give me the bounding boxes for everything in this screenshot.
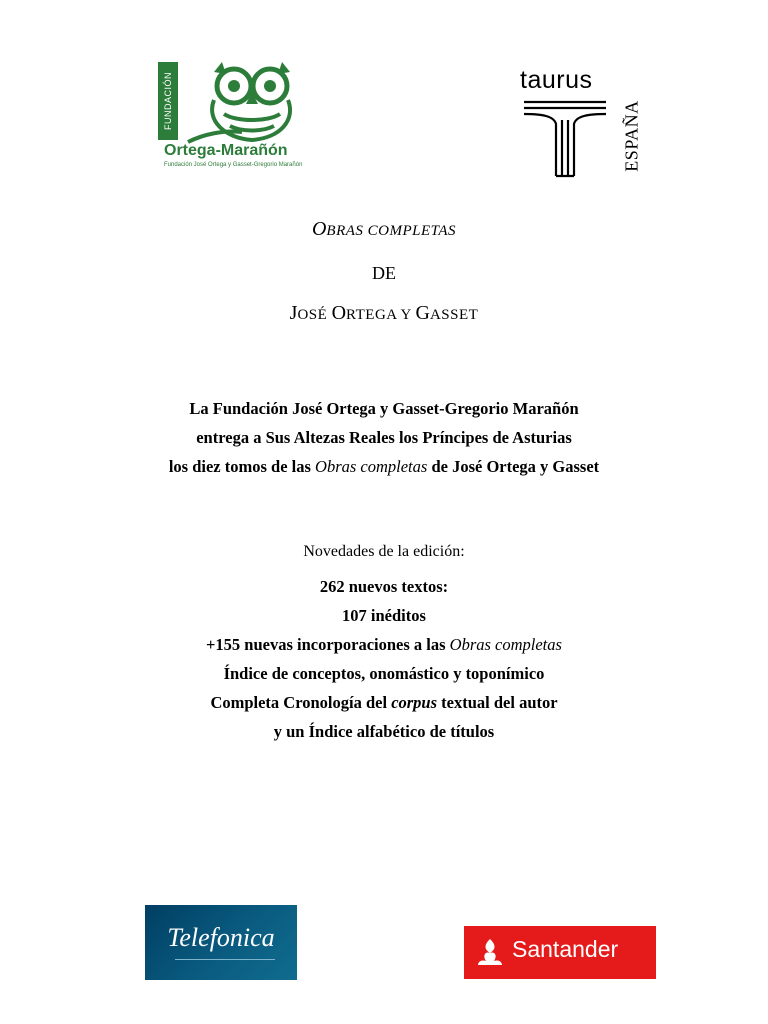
author-cap-g: G bbox=[415, 302, 430, 324]
novedades-item: +155 nuevas incorporaciones a las Obras completas bbox=[206, 635, 562, 654]
announcement-line: los diez tomos de las Obras completas de José Ortega y Gasset bbox=[168, 457, 600, 476]
fundacion-vertical-text: FUNDACIÓN bbox=[163, 72, 173, 130]
santander-logo bbox=[464, 926, 656, 979]
espana-vertical bbox=[612, 90, 652, 182]
novedades-list bbox=[0, 572, 768, 746]
announcement-line: La Fundación José Ortega y Gasset-Gregorio Marañón bbox=[189, 399, 579, 418]
telefonica-underline bbox=[175, 959, 275, 960]
telefonica-logo bbox=[145, 905, 297, 980]
taurus-t-icon bbox=[522, 98, 608, 178]
santander-flame-icon bbox=[476, 937, 504, 967]
taurus-logo bbox=[520, 66, 650, 178]
novedades-item: Índice de conceptos, onomástico y toponímico bbox=[223, 664, 545, 683]
author-j-rest: OSÉ bbox=[297, 307, 332, 323]
telefonica-wordmark: Telefonica bbox=[167, 923, 275, 952]
author-o-rest: RTEGA Y bbox=[346, 307, 416, 323]
title-author bbox=[0, 302, 768, 325]
obras-completas-italic: Obras completas bbox=[315, 457, 428, 476]
novedades-item: 262 nuevos textos: bbox=[319, 577, 449, 596]
title-obras-completas bbox=[0, 218, 768, 241]
novedades-item: y un Índice alfabético de títulos bbox=[273, 722, 495, 741]
novedades-heading: Novedades de la edición: bbox=[303, 543, 465, 560]
fundacion-name: Ortega-Marañón bbox=[164, 142, 288, 159]
novedades-item: Completa Cronología del corpus textual del autor bbox=[210, 693, 558, 712]
santander-wordmark: Santander bbox=[512, 936, 619, 962]
fundacion-ortega-maranon-logo bbox=[160, 62, 320, 174]
obras-completas-italic: Obras completas bbox=[449, 635, 562, 654]
announcement-paragraph bbox=[0, 394, 768, 481]
corpus-italic: corpus bbox=[391, 693, 438, 712]
novedades-item: 107 inéditos bbox=[342, 606, 426, 625]
fundacion-subtitle: Fundación José Ortega y Gasset-Gregorio Marañón bbox=[164, 162, 303, 168]
espana-label: ESPAÑA bbox=[621, 100, 642, 172]
owl-icon bbox=[184, 60, 304, 144]
taurus-wordmark: taurus bbox=[520, 66, 593, 94]
title-de: DE bbox=[372, 263, 396, 283]
author-cap-o: O bbox=[331, 302, 347, 324]
announcement-line: entrega a Sus Altezas Reales los Príncipes de Asturias bbox=[196, 428, 572, 447]
fundacion-vertical-band bbox=[158, 62, 178, 140]
title-cap-o: O bbox=[311, 218, 327, 240]
title-rest: BRAS COMPLETAS bbox=[326, 223, 457, 239]
author-cap-j: J bbox=[289, 302, 298, 324]
author-g-rest: ASSET bbox=[429, 307, 479, 323]
